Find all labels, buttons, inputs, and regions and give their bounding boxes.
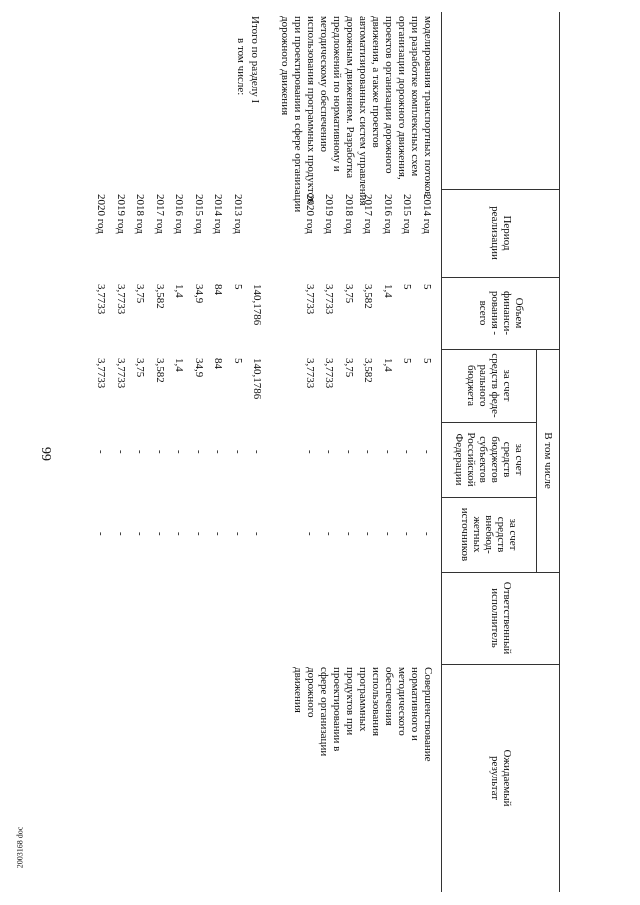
section-federal: 5 84 34,9 1,4 3,582 3,75 3,7733 3,7733	[95, 358, 244, 389]
table-row: 2016 год	[382, 194, 394, 234]
section-periods	[91, 194, 247, 234]
table-row: 2015 год	[193, 194, 205, 234]
table-row: 2019 год	[115, 194, 127, 234]
table-row: 2018 год	[343, 194, 355, 234]
table-row: 2014 год	[212, 194, 225, 234]
measure-regional: - - - - - - -	[304, 450, 433, 454]
table-row: 2020 год	[304, 194, 316, 234]
section-total-extra: -	[251, 532, 263, 536]
header-federal: за счет средств феде- рального бюджета	[465, 353, 514, 418]
table-row: 2017 год	[362, 194, 375, 234]
section-total-label: Итого по разделу I в том числе:	[235, 16, 261, 104]
header-in-that-number: В том числе	[542, 432, 555, 489]
header-regional: за счет средств бюджетов субъектов Российской Федерации	[453, 432, 526, 487]
measure-periods	[300, 194, 437, 234]
section-total-regional: -	[251, 450, 263, 454]
section-regional: - - - - - - - -	[95, 450, 244, 454]
rotated-table	[40, 12, 580, 892]
header-volume: Объем финанси- рования - всего	[477, 290, 525, 336]
measure-federal: 5 5 1,4 3,582 3,75 3,7733 3,7733	[304, 358, 433, 389]
expected-result: Совершенствование нормативного и методического обеспечения использования программных продуктов при проектировании в сфере организации дорожного движения	[292, 667, 434, 762]
header-expected-result: Ожидаемый результат	[489, 749, 513, 807]
table-row: 2015 год	[401, 194, 414, 234]
section-total-amount: 140,1786	[251, 284, 263, 326]
table-row: 2018 год	[134, 194, 147, 234]
table-row: 2020 год	[95, 194, 108, 234]
page-number: 66	[40, 447, 55, 461]
measure-description: моделирования транспортных потоков при разработке комплексных схем организации дорожного движения, проектов организации дорожного движения, а также проектов автоматизированных систем управления дорожным движением. Разработка предложений по нормативному и методическому обеспечению использования программных продуктов при проектировании в сфере организации дорожного движения	[279, 16, 434, 213]
table-row: 2017 год	[154, 194, 166, 234]
table-row: 2016 год	[173, 194, 186, 234]
measure-totals: 5 5 1,4 3,582 3,75 3,7733 3,7733	[304, 284, 433, 315]
header-responsible: Ответственный исполнитель	[489, 581, 513, 655]
footer-code: 2003168 doc	[15, 826, 25, 869]
table-row: 2013 год	[232, 194, 244, 234]
table-row: 2014 год	[421, 194, 433, 234]
header-extrabudgetary: за счет средств внебюд- жетных источников	[459, 507, 520, 562]
measure-extra: - - - - - - -	[304, 532, 433, 536]
section-extra: - - - - - - - -	[95, 532, 244, 536]
table-row: 2019 год	[323, 194, 336, 234]
section-totals: 5 84 34,9 1,4 3,582 3,75 3,7733 3,7733	[95, 284, 244, 315]
header-period: Период реализации	[489, 206, 513, 260]
section-total-federal: 140,1786	[251, 358, 263, 400]
